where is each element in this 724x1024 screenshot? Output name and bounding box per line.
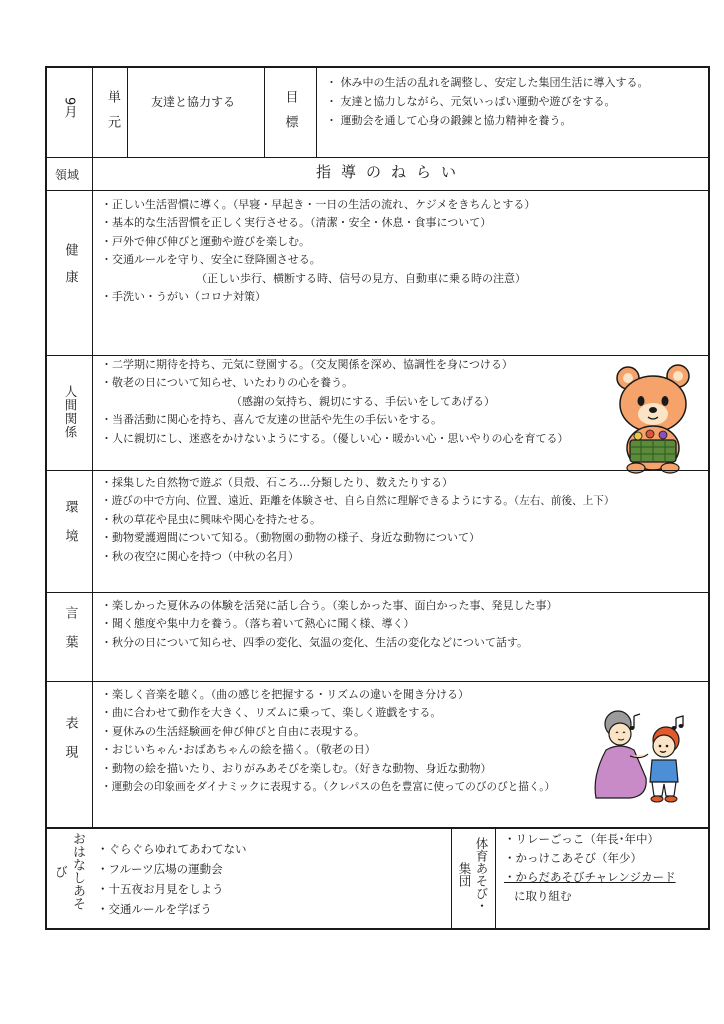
list-item: ・秋の夜空に関心を持つ（中秋の名月） (101, 549, 299, 563)
section-label-text: 健康 (62, 243, 78, 297)
list-item: ・採集した自然物で遊ぶ（貝殻、石ころ…分類したり、数えたりする） (101, 476, 453, 489)
section-label-text: 言葉 (62, 606, 78, 664)
list-item: ・手洗い・うがい（コロナ対策） (101, 290, 266, 304)
story-play-list (97, 839, 247, 919)
list-item: ・当番活動に関心を持ち、喜んで友達の世話や先生の手伝いをする。 (101, 413, 442, 427)
section-label-text: 環境 (62, 500, 78, 558)
bottom-right-label (454, 832, 492, 916)
list-item: ・交通ルールを守り、安全に登降園させる。 (101, 253, 321, 267)
list-item: ・二学期に期待を持ち、元気に登園する。（交友関係を深め、協調性を身につける） (101, 358, 513, 371)
row-line-6 (46, 681, 709, 682)
row-line-4 (46, 470, 709, 471)
row-line-7 (46, 827, 709, 829)
teddy-bear-illustration (608, 364, 700, 474)
bottom-left-label-text: おはなしあそび (52, 832, 85, 910)
label-column-line (92, 157, 93, 828)
grandma-head (609, 723, 631, 745)
unit-text: 友達と協力する (151, 95, 236, 109)
list-item: ・運動会の印象画をダイナミックに表現する。（クレパスの色を豊富に使ってのびのびと描く。） (101, 781, 556, 794)
list-item: ・遊びの中で方向、位置、遠近、距離を体験させ、自ら自然に理解できるようにする。（左右、前後、上下） (101, 495, 615, 508)
list-item: ・フルーツ広場の運動会 (97, 862, 223, 876)
list-item: （正しい歩行、横断する時、信号の見方、自動車に乗る時の注意） (196, 271, 526, 285)
section-label-health (56, 243, 84, 297)
list-item: ・動物の絵を描いたり、おりがみあそびを楽しむ。（好きな動物、身近な動物） (101, 761, 492, 775)
list-item: （感謝の気持ち、親切にする、手伝いをしてあげる） (231, 394, 495, 408)
section-label-language (56, 606, 84, 664)
row-line-5 (46, 592, 709, 593)
unit-label (96, 90, 124, 140)
month-text: 9月 (61, 97, 77, 119)
bottom-divider-1 (451, 828, 452, 929)
header-divider-1 (92, 67, 93, 157)
music-note-icon (634, 714, 640, 728)
list-item: ・人に親切にし、迷惑をかけないようにする。（優しい心・暖かい心・思いやりの心を育てる） (101, 431, 569, 445)
row-line-2 (46, 190, 709, 191)
boy-shirt (650, 760, 678, 782)
list-item: ・夏休みの生活経験画を伸び伸びと自由に表現する。 (101, 724, 365, 738)
goal-item: ・ 休み中の生活の乱れを調整し、安定した集団生活に導入する。 (326, 76, 649, 89)
list-item: ・リレーごっこ（年長･年中） (504, 832, 660, 846)
list-item: ・戸外で伸び伸びと運動や遊びを楽しむ。 (101, 234, 310, 248)
list-item: に取り組む (514, 889, 572, 903)
boy-head (653, 735, 675, 757)
relations-list (101, 356, 569, 448)
list-item: ・ぐらぐらゆれてあわてない (97, 842, 247, 856)
unit-label-text: 単元 (105, 90, 120, 140)
list-item: ・秋の草花や昆虫に興味や関心を持たせる。 (101, 512, 321, 526)
goal-label-text: 目標 (282, 90, 298, 140)
section-label-expression (56, 716, 84, 774)
health-list (101, 196, 535, 306)
list-item: ・交通ルールを学ぼう (97, 902, 212, 916)
list-item: ・十五夜お月見をしよう (97, 882, 224, 896)
goal-label (275, 90, 305, 140)
section-label-relations (56, 385, 84, 439)
language-list (101, 597, 558, 652)
environment-list (101, 474, 614, 566)
group-play-list (504, 830, 676, 906)
section-label-environment (56, 500, 84, 558)
expression-list (101, 686, 555, 796)
list-item: ・かっけこあそび（年少） (504, 851, 642, 865)
section-label-text: 人間関係 (63, 385, 78, 439)
row-line-1 (46, 157, 709, 158)
goal-item: ・ 友達と協力しながら、元気いっぱい運動や遊びをする。 (326, 95, 616, 108)
aims-title: 指導のねらい (316, 163, 467, 181)
challenge-card-item: ・からだあそびチャレンジカード (504, 870, 676, 884)
goals-list (326, 73, 649, 130)
list-item: ・動物愛護週間について知る。（動物園の動物の様子、身近な動物について） (101, 531, 481, 545)
list-item: ・基本的な生活習慣を正しく実行させる。（清潔・安全・休息・食事について） (101, 216, 492, 230)
section-label-text: 表現 (62, 716, 78, 774)
grandma-dress (595, 746, 646, 798)
list-item: ・正しい生活習慣に導く。（早寝・早起き・一日の生活の流れ、ケジメをきちんとする） (101, 198, 536, 211)
list-item: ・曲に合わせて動作を大きく、リズムに乗って、楽しく遊戯をする。 (101, 706, 442, 720)
list-item: ・秋分の日について知らせ、四季の変化、気温の変化、生活の変化などについて話す。 (101, 635, 529, 649)
list-item: ・敬老の日について知らせ、いたわりの心を養う。 (101, 376, 354, 390)
goal-item: ・ 運動会を通して心身の鍛錬と協力精神を養う。 (326, 114, 572, 127)
domain-label: 領域 (55, 168, 80, 182)
month-label (54, 97, 84, 118)
header-divider-3 (264, 67, 265, 157)
list-item: ・楽しかった夏休みの体験を活発に話し合う。（楽しかった事、面白かった事、発見した事） (101, 599, 558, 612)
list-item: ・聞く態度や集中力を養う。（落ち着いて熱心に聞く様、導く） (101, 617, 415, 631)
list-item: ・楽しく音楽を聴く。（曲の感じを把握する・リズムの違いを聞き分ける） (101, 688, 470, 701)
bottom-right-label-text: 体育あそび・集団 (457, 836, 489, 912)
list-item: ・おじいちゃん･おばあちゃんの絵を描く。（敬老の日） (101, 743, 376, 757)
grandmother-and-child-illustration (590, 706, 702, 804)
bottom-divider-2 (495, 828, 496, 929)
header-divider-4 (316, 67, 317, 157)
bottom-left-label (48, 831, 88, 925)
